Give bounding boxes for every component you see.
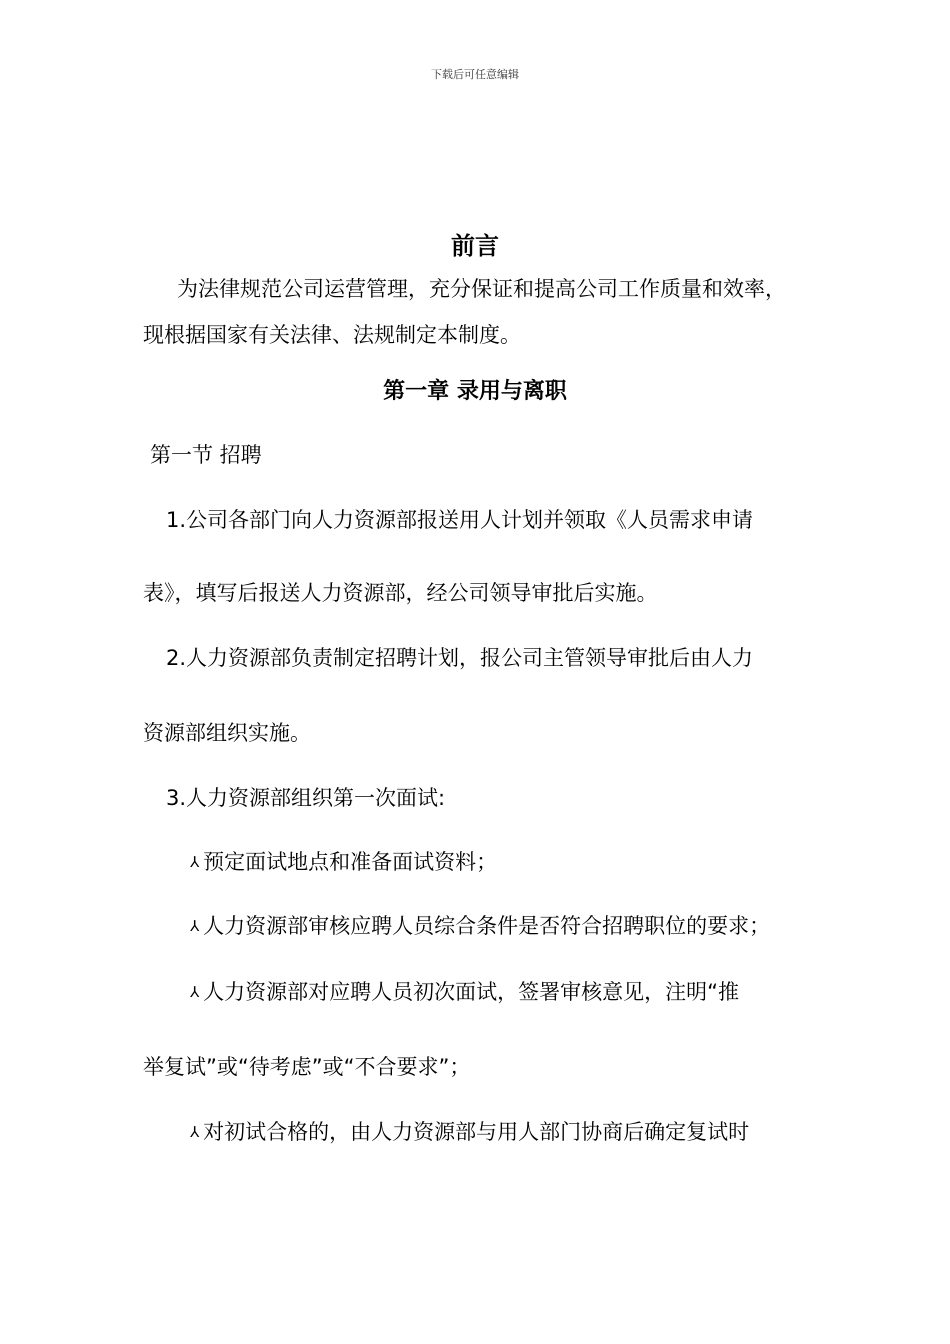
item-1-line-1: 1.公司各部门向人力资源部报送用人计划并领取《人员需求申请 <box>166 508 754 532</box>
bullet-item <box>190 911 770 943</box>
bullet-item <box>190 847 497 879</box>
item-3-line-1: 3.人力资源部组织第一次面试: <box>166 786 446 810</box>
bullet-item <box>190 977 739 1009</box>
bullet-text: 人力资源部审核应聘人员综合条件是否符合招聘职位的要求； <box>203 914 771 938</box>
header-note: 下载后可任意编辑 <box>431 68 519 81</box>
section-title: 第一节 招聘 <box>150 443 262 467</box>
preface-line-1: 为法律规范公司运营管理，充分保证和提高公司工作质量和效率， <box>177 277 786 301</box>
bullet-marker-icon: ⅄ <box>190 983 200 1001</box>
bullet-continuation: 举复试”或“待考虑”或“不合要求”； <box>143 1055 471 1079</box>
item-2-line-1: 2.人力资源部负责制定招聘计划，报公司主管领导审批后由人力 <box>166 646 754 670</box>
bullet-text: 人力资源部对应聘人员初次面试，签署审核意见，注明“推 <box>203 980 740 1004</box>
bullet-marker-icon: ⅄ <box>190 1123 200 1141</box>
bullet-text: 预定面试地点和准备面试资料； <box>203 850 498 874</box>
bullet-text: 对初试合格的，由人力资源部与用人部门协商后确定复试时 <box>203 1120 750 1144</box>
bullet-marker-icon: ⅄ <box>190 917 200 935</box>
preface-line-2: 现根据国家有关法律、法规制定本制度。 <box>143 323 521 347</box>
bullet-marker-icon: ⅄ <box>190 853 200 871</box>
item-2-line-2: 资源部组织实施。 <box>143 721 311 745</box>
item-1-line-2: 表》，填写后报送人力资源部，经公司领导审批后实施。 <box>143 581 658 605</box>
preface-title: 前言 <box>451 232 499 260</box>
bullet-item <box>190 1117 749 1149</box>
chapter-title: 第一章 录用与离职 <box>383 379 567 404</box>
